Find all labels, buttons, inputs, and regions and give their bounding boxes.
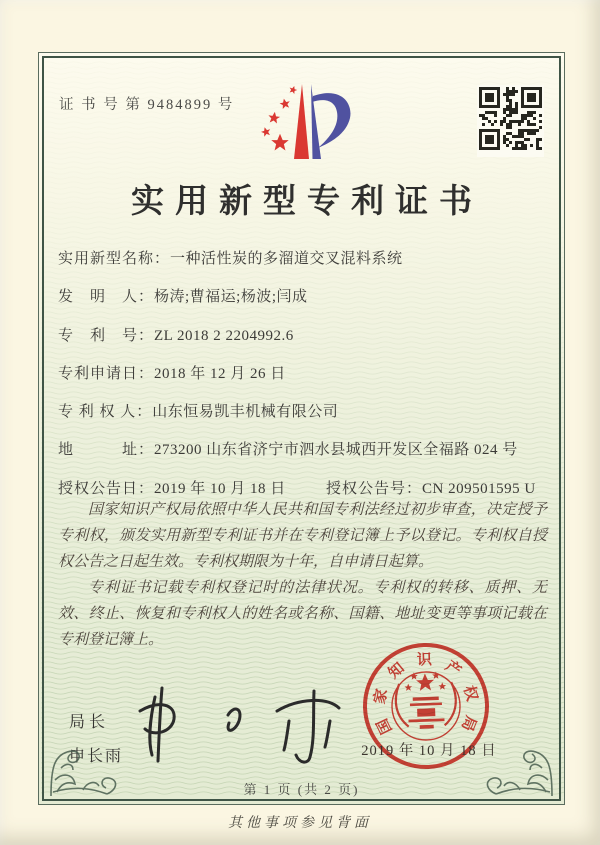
- field-value: 一种活性炭的多溜道交叉混料系统: [170, 251, 403, 267]
- legal-paragraph-1: 国家知识产权局依照中华人民共和国专利法经过初步审查，决定授予专利权，颁发实用新型专利证书并在专利登记簿上予以登记。专利权自授权公告之日起生效。专利权期限为十年，自申请日起算。: [58, 502, 547, 571]
- legal-text: [58, 497, 547, 654]
- seal-text-ring: 国 家 知 识 产 权 局: [372, 652, 480, 737]
- certificate-number: 证 书 号 第 9484899 号: [59, 97, 235, 113]
- field-value: 273200 山东省济宁市泗水县城西开发区全福路 024 号: [154, 442, 518, 459]
- field-list: [58, 251, 548, 519]
- field-label: 发 明 人：: [58, 289, 155, 306]
- certificate: [38, 52, 565, 805]
- field-label: 专 利 权 人：: [58, 404, 153, 420]
- legal-paragraph-2: 专利证书记载专利权登记时的法律状况。专利权的转移、质押、无效、终止、恢复和专利权人的姓名或名称、国籍、地址变更等事项记载在专利登记簿上。: [58, 580, 547, 649]
- field-patent-number: [58, 328, 548, 345]
- field-value: CN 209501595 U: [422, 480, 536, 497]
- director-name: 申长雨: [69, 748, 124, 765]
- field-filing-date: [58, 366, 548, 383]
- back-note: 其他事项参见背面: [228, 816, 372, 831]
- grant-date: [58, 481, 326, 498]
- seal-date: 2019 年 10 月 18 日: [361, 743, 497, 759]
- director-title: 局长: [69, 714, 110, 731]
- field-label: 授权公告日：: [58, 480, 155, 497]
- field-value: ZL 2018 2 2204992.6: [154, 327, 294, 344]
- field-value: 山东恒易凯丰机械有限公司: [152, 404, 339, 420]
- field-address: [58, 442, 548, 459]
- certificate-title: 实用新型专利证书: [131, 184, 483, 220]
- qr-code: [477, 85, 544, 157]
- page-number: 第 1 页 (共 2 页): [243, 782, 360, 797]
- field-value: 2018 年 12 月 26 日: [154, 365, 286, 382]
- grant-number: [326, 481, 536, 498]
- corner-ornament-icon: [43, 708, 125, 800]
- director-signature-image: [131, 681, 359, 774]
- field-utility-model-name: [58, 251, 548, 268]
- field-value: 杨涛;曹福运;杨波;闫成: [154, 289, 308, 306]
- qr-modules: [479, 87, 542, 150]
- field-label: 授权公告号：: [326, 480, 423, 497]
- field-label: 专利申请日：: [58, 365, 155, 382]
- field-label: 地 址：: [58, 442, 155, 459]
- field-inventors: [58, 289, 548, 306]
- field-label: 实用新型名称：: [58, 251, 171, 267]
- cnipa-logo-icon: [250, 79, 354, 170]
- field-patentee: [58, 404, 548, 421]
- field-label: 专 利 号：: [58, 327, 155, 344]
- field-grant-announcement: [58, 481, 548, 498]
- field-value: 2019 年 10 月 18 日: [154, 480, 286, 497]
